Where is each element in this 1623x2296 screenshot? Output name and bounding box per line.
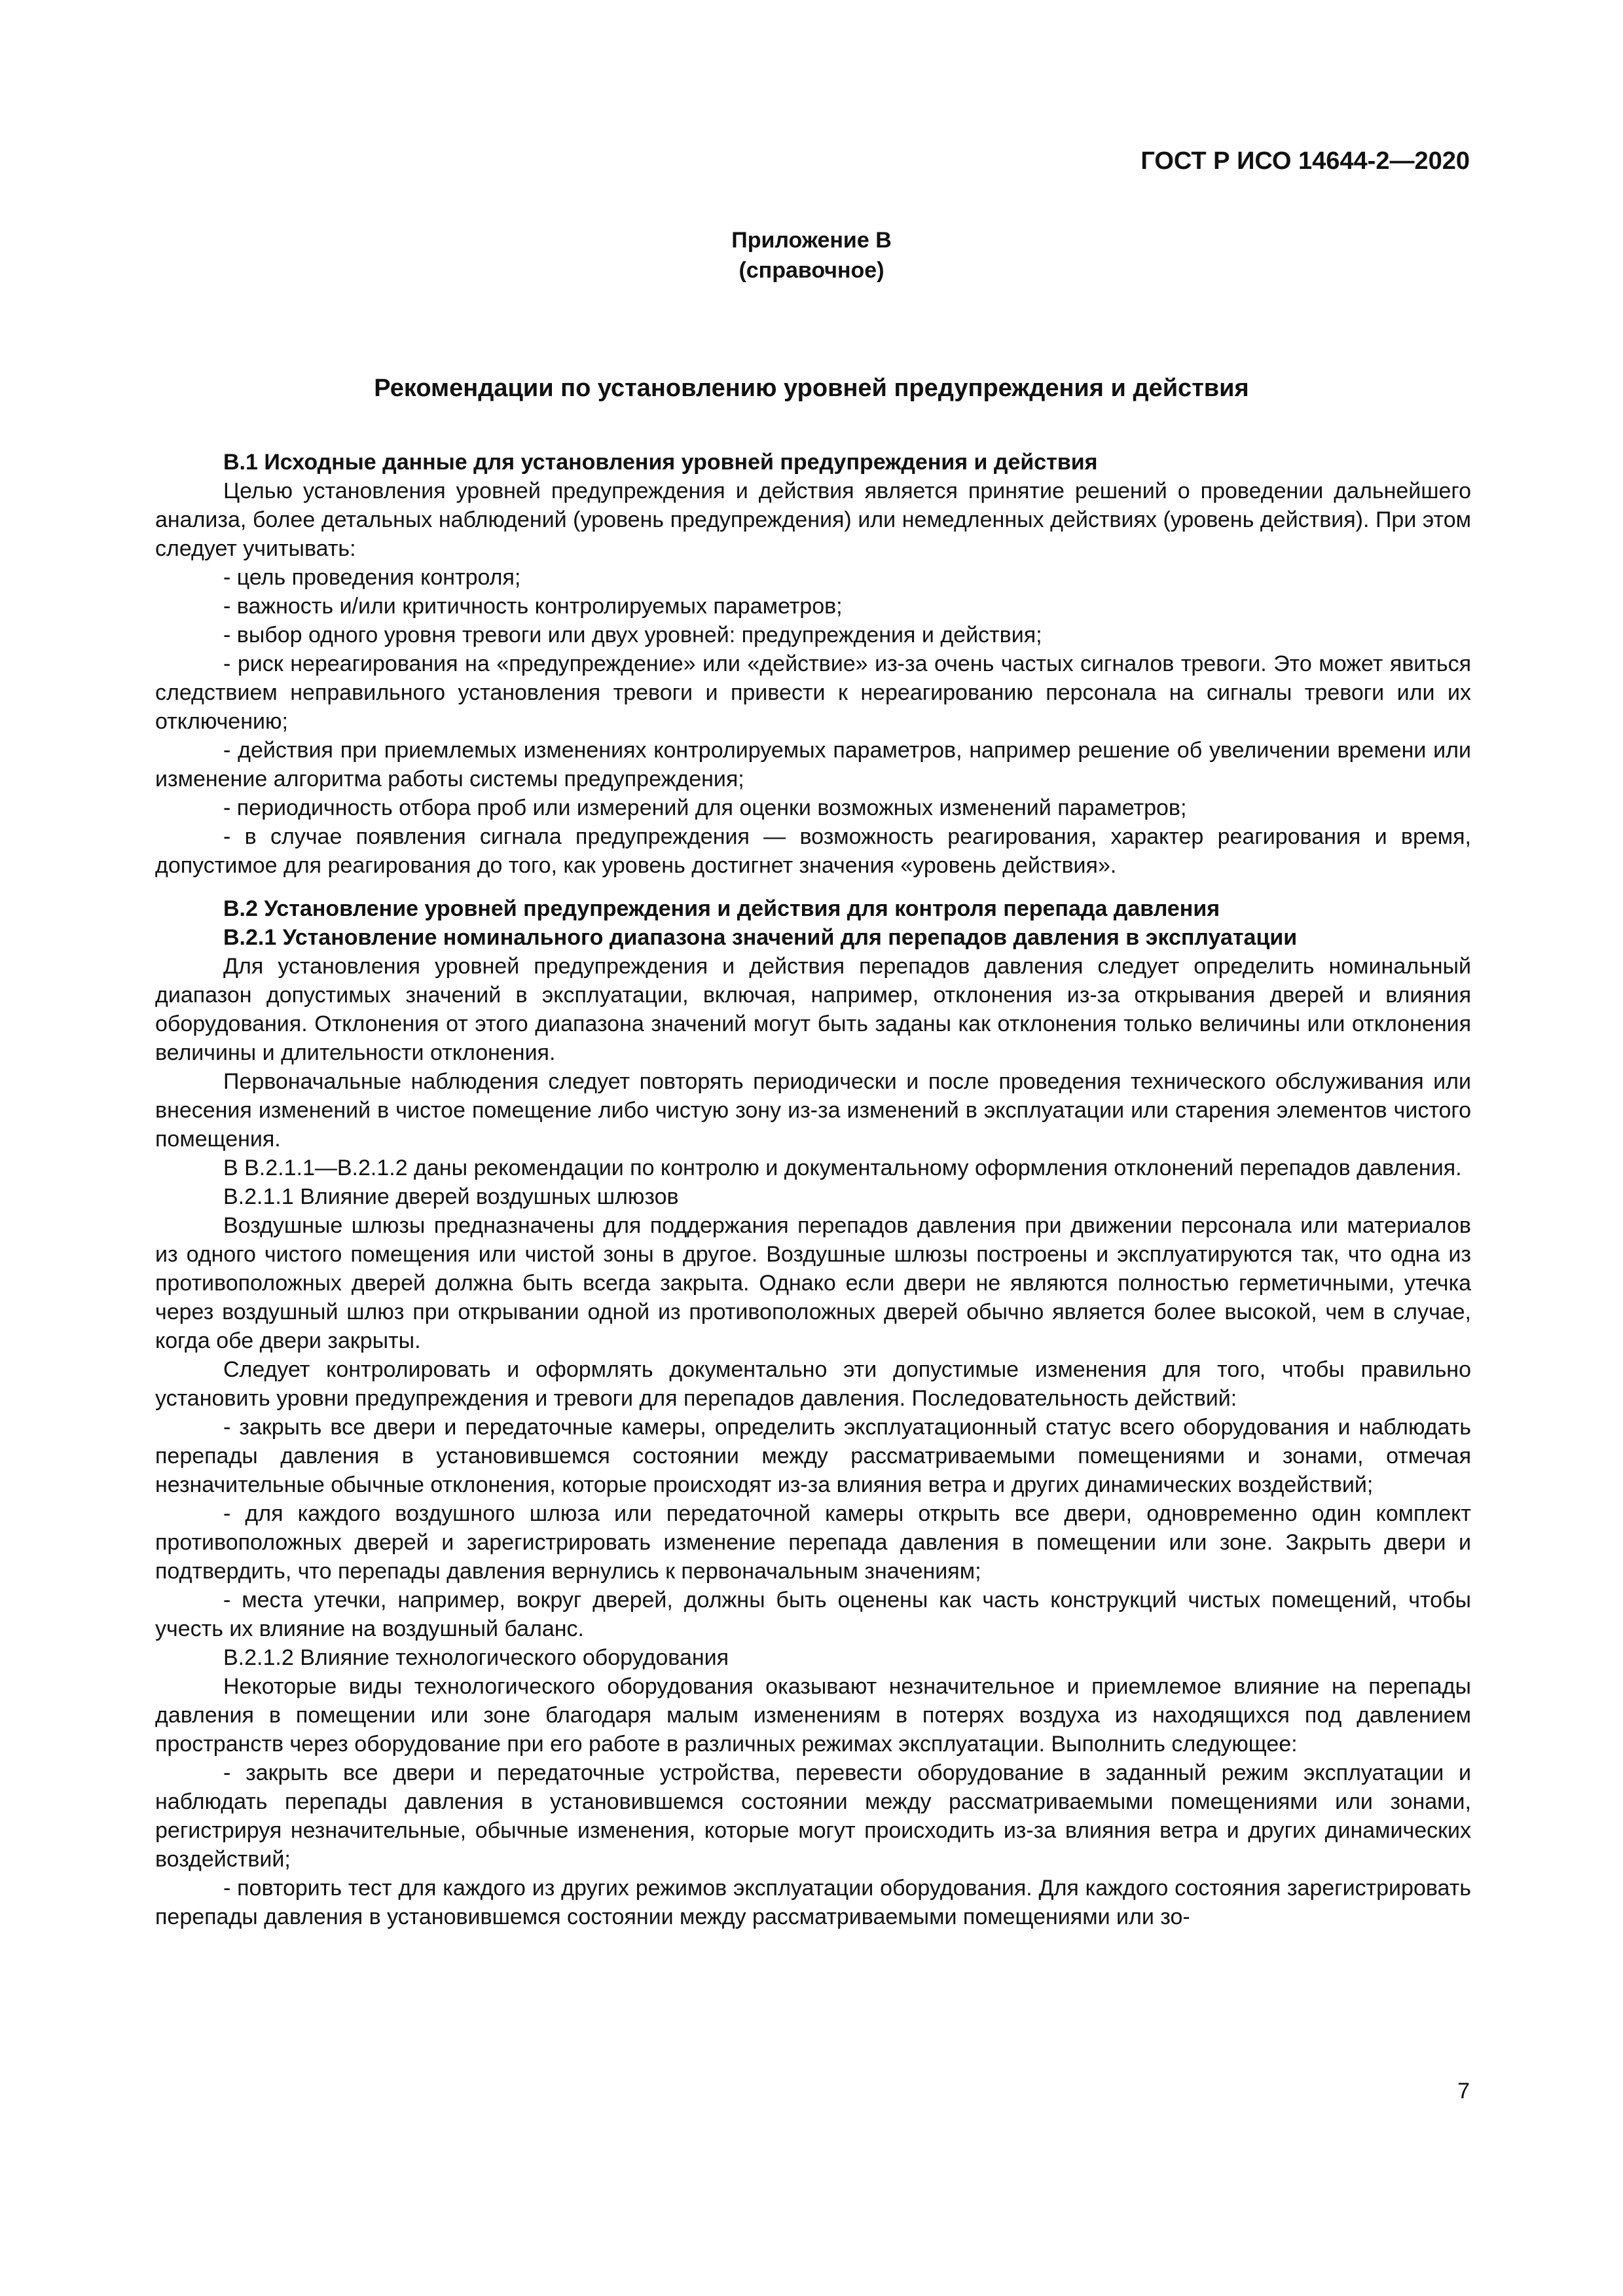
annex-label: Приложение В — [731, 228, 892, 253]
paragraph: Некоторые виды технологического оборудования оказывают незначительное и приемлемое влияние на перепады давления в помещении или зоне благодаря малым изменениям в потерях воздуха из находящихся под давлением пространств через оборудование при его работе в различных режимах эксплуатации. Выполнить следующее: — [155, 1674, 1471, 1757]
section-heading-b1: В.1 Исходные данные для установления уровней предупреждения и действия — [223, 450, 1098, 475]
paragraph: Воздушные шлюзы предназначены для поддержания перепадов давления при движении персонала или материалов из одного чистого помещения или чистой зоны в другое. Воздушные шлюзы построены и эксплуатируются так, что одна из противоположных дверей должна быть всегда закрыта. Однако если двери не являются полностью герметичными, утечка через воздушный шлюз при открывании одной из противоположных дверей обычно является более высокой, чем в случае, когда обе двери закрыты. — [155, 1213, 1471, 1353]
annex-type: (справочное) — [739, 258, 884, 283]
list-item: - действия при приемлемых изменениях контролируемых параметров, например решение об увеличении времени или изменение алгоритма работы системы предупреждения; — [155, 738, 1471, 792]
section-heading-b21: В.2.1 Установление номинального диапазона значений для перепадов давления в эксплуатации — [223, 925, 1298, 950]
annex-header — [0, 225, 1623, 285]
section-heading-b2: В.2 Установление уровней предупреждения и действия для контроля перепада давления — [223, 896, 1220, 921]
paragraph: Целью установления уровней предупреждения и действия является принятие решений о проведении дальнейшего анализа, более детальных наблюдений (уровень предупреждения) или немедленных действиях (уровень действия). При этом следует учитывать: — [155, 479, 1471, 561]
subsection-heading-b212: В.2.1.2 Влияние технологического оборудования — [223, 1645, 729, 1670]
subsection-heading-b211: В.2.1.1 Влияние дверей воздушных шлюзов — [223, 1184, 679, 1209]
list-item: - закрыть все двери и передаточные устройства, перевести оборудование в заданный режим эксплуатации и наблюдать перепады давления в установившемся состоянии между рассматриваемыми помещениями или зонами, регистрируя незначительные, обычные изменения, которые могут происходить из-за влияния ветра и других динамических воздействий; — [155, 1760, 1471, 1872]
list-item: - риск нереагирования на «предупреждение» или «действие» из-за очень частых сигналов тревоги. Это может явиться следствием неправильного установления тревоги и привести к нереагированию персонала на сигналы тревоги или их отключению; — [155, 651, 1471, 734]
list-item: - закрыть все двери и передаточные камеры, определить эксплуатационный статус всего оборудования и наблюдать перепады давления в установившемся состоянии между рассматриваемыми помещениями и зонами, отмечая незначительные обычные отклонения, которые происходят из-за влияния ветра и других динамических воздействий; — [155, 1415, 1471, 1497]
paragraph: В В.2.1.1—В.2.1.2 даны рекомендации по контролю и документальному оформления отклонений перепадов давления. — [223, 1156, 1462, 1180]
paragraph: Первоначальные наблюдения следует повторять периодически и после проведения технического обслуживания или внесения изменений в чистое помещение либо чистую зону из-за изменений в эксплуатации или старения элементов чистого помещения. — [155, 1069, 1471, 1152]
document-body — [155, 448, 1471, 1931]
list-item: - места утечки, например, вокруг дверей, должны быть оценены как часть конструкций чистых помещений, чтобы учесть их влияние на воздушный баланс. — [155, 1588, 1471, 1641]
list-item: - цель проведения контроля; — [223, 565, 521, 590]
list-item: - выбор одного уровня тревоги или двух уровней: предупреждения и действия; — [223, 623, 1042, 647]
list-item: - важность и/или критичность контролируемых параметров; — [223, 594, 843, 619]
annex-title: Рекомендации по установлению уровней предупреждения и действия — [374, 374, 1249, 402]
paragraph: Для установления уровней предупреждения и действия перепадов давления следует определить номинальный диапазон допустимых значений в эксплуатации, включая, например, отклонения из-за открывания дверей и влияния оборудования. Отклонения от этого диапазона значений могут быть заданы как отклонения только величины или отклонения величины и длительности отклонения. — [155, 954, 1471, 1065]
list-item: - для каждого воздушного шлюза или передаточной камеры открыть все двери, одновременно один комплект противоположных дверей и зарегистрировать изменение перепада давления в помещении или зоне. Закрыть двери и подтвердить, что перепады давления вернулись к первоначальным значениям; — [155, 1501, 1471, 1584]
paragraph: Следует контролировать и оформлять документально эти допустимые изменения для того, чтобы правильно установить уровни предупреждения и тревоги для перепадов давления. Последовательность действий: — [155, 1357, 1471, 1411]
page-number: 7 — [1457, 2079, 1470, 2104]
list-item: - периодичность отбора проб или измерений для оценки возможных изменений параметров; — [223, 795, 1187, 820]
list-item: - повторить тест для каждого из других режимов эксплуатации оборудования. Для каждого состояния зарегистрировать перепады давления в установившемся состоянии между рассматриваемыми помещениями или зо- — [155, 1876, 1471, 1929]
list-item: - в случае появления сигнала предупреждения — возможность реагирования, характер реагирования и время, допустимое для реагирования до того, как уровень достигнет значения «уровень действия». — [155, 824, 1471, 878]
standard-code: ГОСТ Р ИСО 14644-2—2020 — [1140, 147, 1470, 175]
